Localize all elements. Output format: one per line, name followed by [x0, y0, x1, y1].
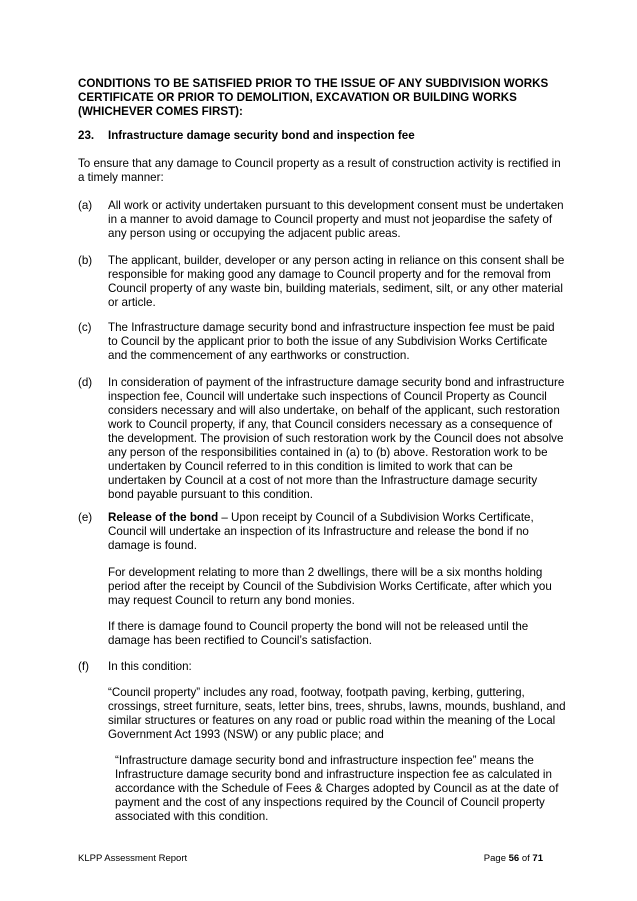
- list-item-text: The Infrastructure damage security bond and infrastructure inspection fee must be paid to Council by the applicant prior to both the issue of any Subdivision Works Certificate and the commencement of any earthworks or construction.: [108, 321, 555, 362]
- page-footer: [78, 853, 543, 867]
- page-number: 56: [508, 853, 520, 864]
- page-total: 71: [532, 853, 543, 864]
- release-bond-lead: Release of the bond: [108, 511, 219, 524]
- list-item-text: In this condition:: [108, 660, 192, 673]
- list-item-label: (a): [78, 199, 93, 212]
- list-item-text: [108, 511, 566, 553]
- page-prefix: Page: [483, 853, 506, 864]
- list-item-text: All work or activity undertaken pursuant to this development consent must be undertaken in a manner to avoid damage to Council property and must not jeopardise the safety of any person using or occupying the adjacent public areas.: [108, 199, 564, 240]
- page-of: of: [521, 853, 530, 864]
- conditions-heading: CONDITIONS TO BE SATISFIED PRIOR TO THE ISSUE OF ANY SUBDIVISION WORKS CERTIFICATE OR PRIOR TO DEMOLITION, EXCAVATION OR BUILDING WORKS (WHICHEVER COMES FIRST):: [78, 77, 549, 118]
- intro-paragraph: To ensure that any damage to Council property as a result of construction activity is rectified in a timely manner:: [78, 157, 561, 184]
- holding-period-paragraph: For development relating to more than 2 dwellings, there will be a six months holding period after the receipt by Council of the Subdivision Works Certificate, after which you may request Council to return any bond monies.: [108, 566, 552, 607]
- damage-paragraph: If there is damage found to Council property the bond will not be released until the damage has been rectified to Council’s satisfaction.: [108, 620, 529, 647]
- release-bond-text: – Upon receipt by Council of a Subdivision Works Certificate, Council will undertake an inspection of its Infrastructure and release the bond if no damage is found.: [108, 511, 534, 552]
- council-property-definition: “Council property” includes any road, footway, footpath paving, kerbing, guttering, crossings, street furniture, seats, letter bins, trees, shrubs, lawns, mounds, bushland, and similar structures or features on any road or public road within the meaning of the Local Government Act 1993 (NSW) or any public place; and: [108, 686, 566, 741]
- list-item-label: (c): [78, 321, 92, 334]
- list-item-label: (f): [78, 660, 89, 673]
- section-title: [78, 129, 558, 143]
- report-name: KLPP Assessment Report: [78, 853, 188, 864]
- section-title-text: Infrastructure damage security bond and inspection fee: [108, 129, 415, 142]
- section-number: 23.: [78, 129, 95, 142]
- list-item-label: (b): [78, 254, 93, 267]
- bond-fee-definition: “Infrastructure damage security bond and infrastructure inspection fee” means the Infrastructure damage security bond and infrastructure inspection fee as calculated in accordance with the Schedule of Fees & Charges adopted by Council as at the date of payment and the cost of any inspections required by the Council of Council property associated with this condition.: [115, 754, 559, 823]
- list-item-label: (e): [78, 511, 93, 524]
- list-item-text: In consideration of payment of the infrastructure damage security bond and infrastructure inspection fee, Council will undertake such inspections of Council Property as Council considers necessary and will also undertake, on behalf of the applicant, such restoration work to Council property, if any, that Council considers necessary as a consequence of the development. The provision of such restoration work by the Council does not absolve any person of the responsibilities contained in (a) to (b) above. Restoration work to be undertaken by Council referred to in this condition is limited to work that can be undertaken by Council at a cost of not more than the Infrastructure damage security bond payable pursuant to this condition.: [108, 376, 565, 501]
- list-item-text: The applicant, builder, developer or any person acting in reliance on this consent shall be responsible for making good any damage to Council property and for the removal from Council property of any waste bin, building materials, sediment, silt, or any other material or article.: [108, 254, 565, 309]
- page-indicator: [484, 853, 543, 865]
- list-item-label: (d): [78, 376, 93, 389]
